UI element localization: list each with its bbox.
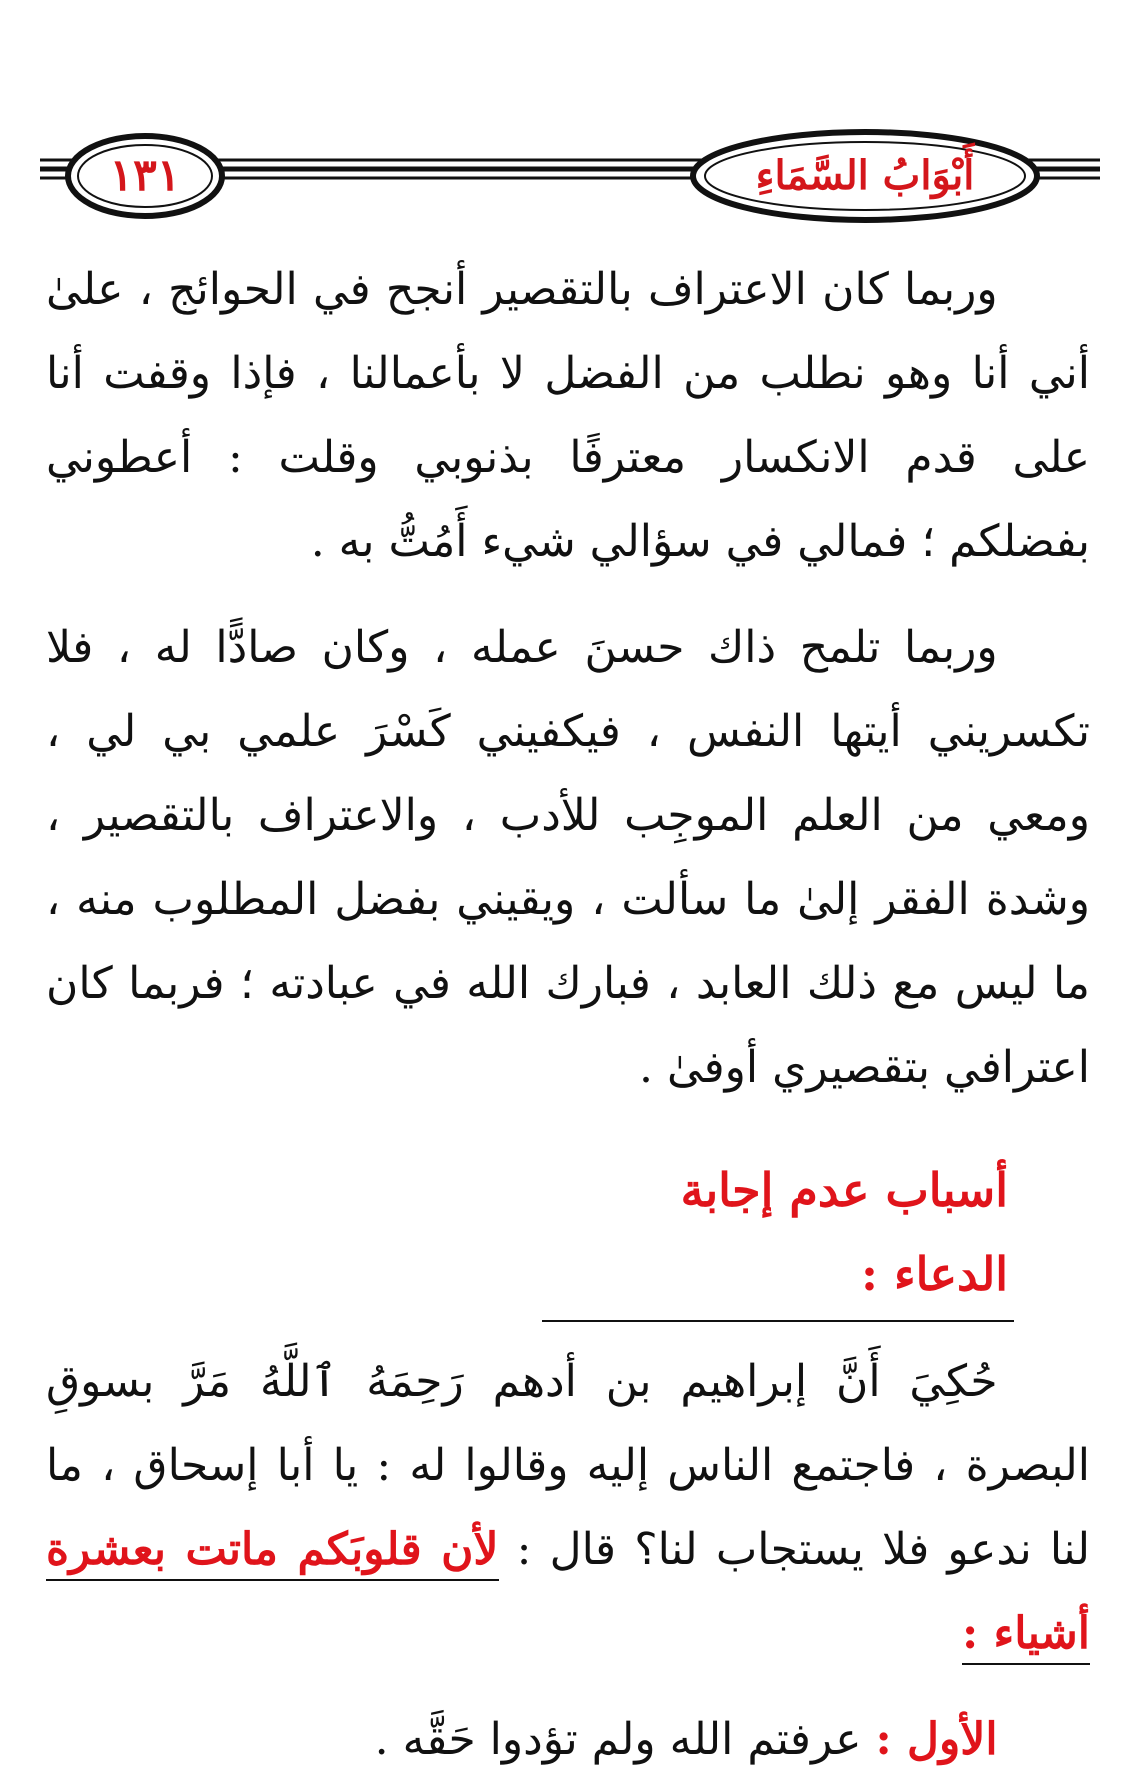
section-heading: [46, 1148, 1090, 1322]
paragraph-1: وربما كان الاعتراف بالتقصير أنجح في الحوائج ، علىٰ أني أنا وهو نطلب من الفضل لا بأعمالنا ، فإذا وقفت أنا على قدم الانكسار معترفًا بذنوبي وقلت : أعطوني بفضلكم ؛ فمالي في سؤالي شيء أَمُتُّ به .: [46, 264, 1090, 567]
story-paragraph: [46, 1340, 1090, 1676]
page-header: [0, 0, 1132, 230]
book-title: أَبْوَابُ السَّمَاءِ: [755, 151, 975, 199]
page-number: ١٣١: [109, 149, 181, 201]
page-content: [46, 248, 1090, 1782]
story-text: حُكِيَ أَنَّ إبراهيم بن أدهم رَحِمَهُ ٱللَّهُ مَرَّ بسوقِ البصرة ، فاجتمع الناس إليه وقالوا له : يا أبا إسحاق ، ما لنا ندعو فلا يستجاب لنا؟ قال :: [46, 1356, 1090, 1575]
list-item-text: عرفتم الله ولم تؤدوا حَقَّه .: [374, 1714, 862, 1765]
section-heading-text: أسباب عدم إجابة الدعاء :: [542, 1148, 1014, 1322]
paragraph-2: وربما تلمح ذاك حسنَ عمله ، وكان صادًّا له ، فلا تكسريني أيتها النفس ، فيكفيني كَسْرَ علمي بي لي ، ومعي من العلم الموجِب للأدب ، والاعتراف بالتقصير ، وشدة الفقر إلىٰ ما سألت ، ويقيني بفضل المطلوب منه ، ما ليس مع ذلك العابد ، فبارك الله في عبادته ؛ فربما كان اعترافي بتقصيري أوفىٰ .: [46, 622, 1090, 1093]
list-item-label: الأول :: [875, 1714, 998, 1765]
list-item-first: [46, 1698, 1090, 1782]
story-highlight: لأن قلوبَكم ماتت بعشرة أشياء :: [46, 1524, 1090, 1665]
